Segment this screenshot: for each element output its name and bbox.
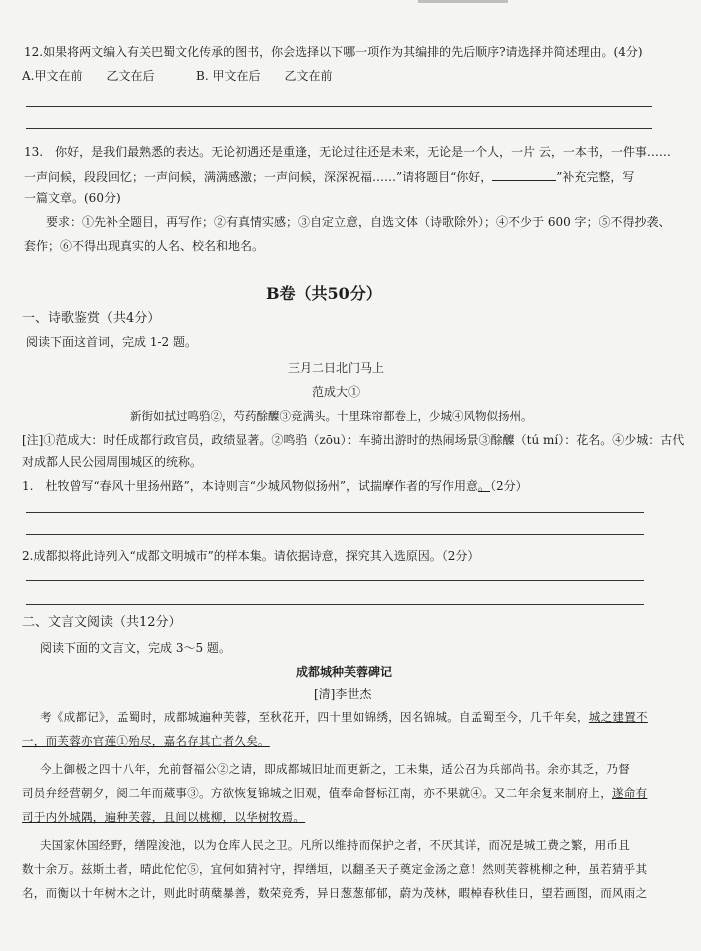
q12-option-b: B. 甲文在后 乙文在前 xyxy=(196,69,333,83)
q1-text-main: 1. 杜牧曾写“春风十里扬州路”，本诗则言“少城风物似扬州”，试揣摩作者的写作用意 xyxy=(22,479,478,493)
essay-p3-line3: 名，而衡以十年树木之计，则此时萌蘖暴善，数荣竞秀，异日葱葱郁郁，蔚为茂林，暇棹春秋佳日，望若画图，而风雨之 xyxy=(22,886,648,900)
q13-requirements-2: 套作；⑥不得出现真实的人名、校名和地名。 xyxy=(24,239,265,253)
essay-author: [清]李世杰 xyxy=(314,687,372,701)
essay-underline: 司于内外城隅，遍种芙蓉，且间以桃柳，以华树牧焉。 xyxy=(22,810,306,824)
poem-text: 新街如拭过鸣驺②，芍药酴醾③竞满头。十里珠帘都卷上，少城④风物似扬州。 xyxy=(130,409,533,423)
essay-p2-line3 xyxy=(22,804,305,830)
q13-line2 xyxy=(24,168,634,185)
q1-score: （2分） xyxy=(490,479,528,493)
q13-line3: 一篇文章。(60分) xyxy=(24,191,121,205)
essay-p2-line1: 今上御极之四十八年，允前督福公②之请，即成都城旧址而更新之，工未集，适公召为兵部尚书。余亦其乏，乃督 xyxy=(40,762,630,776)
poetry-intro: 阅读下面这首词，完成 1-2 题。 xyxy=(26,335,197,349)
answer-line[interactable] xyxy=(26,128,652,129)
q12-option-a: A.甲文在前 乙文在后 xyxy=(22,69,155,83)
answer-line[interactable] xyxy=(26,512,644,513)
partb-title: B卷（共50分） xyxy=(266,284,382,303)
q1-text xyxy=(22,478,528,494)
essay-underline: 城之建置不 xyxy=(588,710,648,724)
poem-note-2: 对成都人民公园周围城区的统称。 xyxy=(22,455,203,469)
essay-p1-line1 xyxy=(40,704,648,730)
poem-note-1: [注]①范成大：时任成都行政官员，政绩显著。②鸣驺（zōu）：车骑出游时的热闹场景③酴醾（tú mí）：花名。④少城：古代 xyxy=(22,433,685,447)
poem-title: 三月二日北门马上 xyxy=(288,361,385,375)
answer-line[interactable] xyxy=(26,106,652,107)
essay-p3-line1: 夫国家休国经野，缮隍浚池，以为仓库人民之卫。凡所以维持而保护之者，不厌其详，而况是城工费之繁，用币且 xyxy=(40,838,630,852)
section-poetry-heading: 一、诗歌鉴赏（共4分） xyxy=(22,311,161,326)
essay-p2-line2-text: 司员弁经营朝夕，阅二年而蒇事③。方欲恢复锦城之旧观，值奉命督标江南，亦不果就④。又二年余复来制府上， xyxy=(22,786,612,800)
poem-author: 范成大① xyxy=(312,385,361,399)
q13-line2-pre: 一声问候，段段回忆；一声问候，满满感激；一声问候，深深祝福……”请将题目“你好， xyxy=(24,170,493,184)
q13-requirements-1: 要求：①先补全题目，再写作；②有真情实感；③自定立意，自选文体（诗歌除外）；④不少于 600 字；⑤不得抄袭、 xyxy=(46,215,671,229)
q1-underline: 。 xyxy=(478,479,491,493)
q13-line1: 13. 你好，是我们最熟悉的表达。无论初遇还是重逢，无论过往还是未来，无论是一个人，一片 云，一本书，一件事…… xyxy=(24,145,671,159)
essay-p1-line1-text: 考《成都记》，孟蜀时，成都城遍种芙蓉，至秋花开，四十里如锦绣，因名锦城。自孟蜀至今，几千年矣， xyxy=(40,710,589,724)
q13-line2-post: ”补充完整，写 xyxy=(556,170,635,184)
essay-p1-line2 xyxy=(22,728,270,754)
essay-p3-line2: 数十余万。兹斯土者，晴此佗佗⑤，宜何如猜衬守，捍缮垣，以翻圣天子奠定金汤之意！然则芙蓉桃柳之种，虽若猜乎其 xyxy=(22,862,648,876)
essay-title: 成都城种芙蓉碑记 xyxy=(296,665,393,679)
essay-underline: 一，而芙蓉亦官莲①殆尽，嘉名存其亡者久矣。 xyxy=(22,734,270,748)
essay-p2-line2 xyxy=(22,780,647,806)
scan-mark xyxy=(418,0,508,3)
section-classical-heading: 二、文言文阅读（共12分） xyxy=(22,615,182,630)
answer-line[interactable] xyxy=(26,604,644,605)
q2-text: 2.成都拟将此诗列入“成都文明城市”的样本集。请依据诗意，探究其入选原因。（2分） xyxy=(22,549,480,563)
answer-line[interactable] xyxy=(26,580,644,581)
q12-text: 12.如果将两文编入有关巴蜀文化传承的图书，你会选择以下哪一项作为其编排的先后顺序?请选择并简述理由。(4分) xyxy=(24,45,643,59)
title-blank[interactable] xyxy=(492,168,556,181)
classical-intro: 阅读下面的文言文，完成 3～5 题。 xyxy=(40,641,231,655)
answer-line[interactable] xyxy=(26,534,644,535)
essay-underline: 遂命有 xyxy=(612,786,648,800)
